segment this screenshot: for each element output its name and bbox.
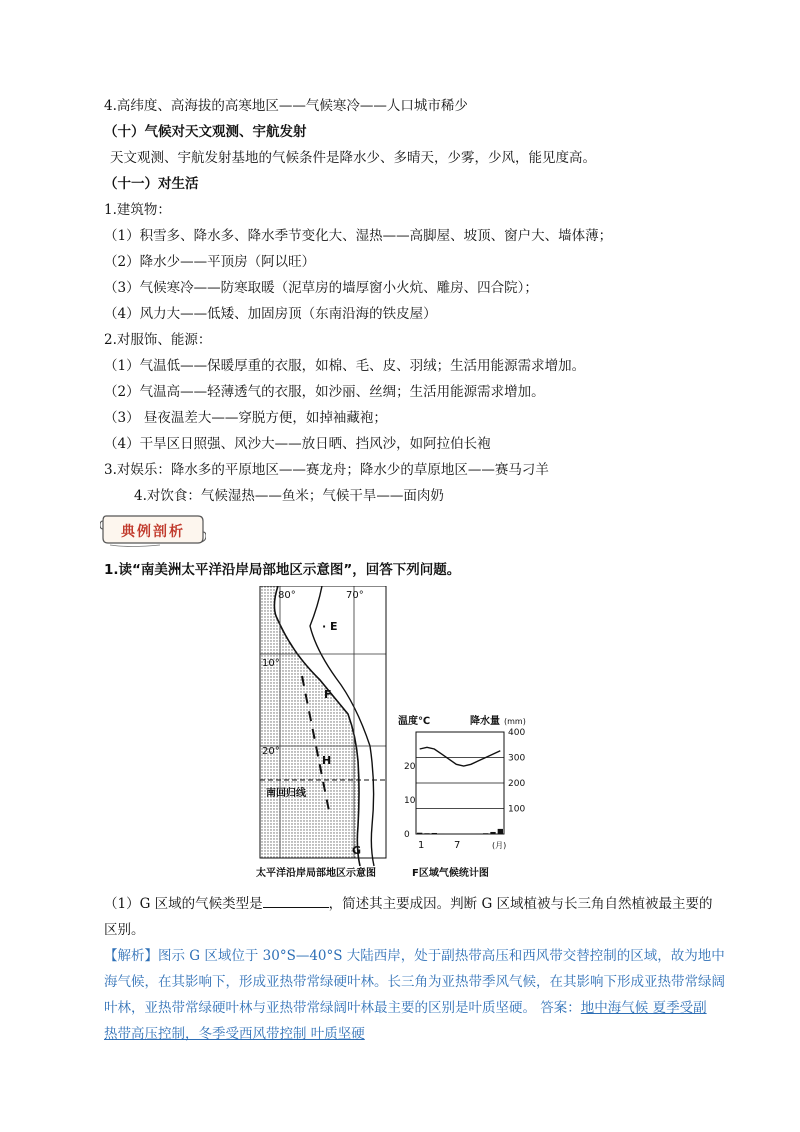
y-left-tick: 20 — [404, 762, 416, 772]
text-line: 天文观测、宇航发射基地的气候条件是降水少、多晴天，少雾，少风，能见度高。 — [110, 150, 596, 166]
y-right-tick: 300 — [508, 753, 526, 764]
answer-text: 地中海气候 夏季受副 — [580, 1000, 707, 1016]
precipitation-bar — [461, 834, 466, 835]
precipitation-bar — [476, 833, 481, 834]
chart-caption: F区域气候统计图 — [412, 868, 489, 879]
text-line: 2.对服饰、能源： — [104, 332, 212, 348]
label-h: H — [322, 754, 332, 767]
text-line: （1）积雪多、降水多、降水季节变化大、湿热——高脚屋、坡顶、窗户大、墙体薄； — [104, 228, 613, 244]
precipitation-bar — [424, 833, 429, 834]
precipitation-bar — [483, 833, 488, 834]
text-line: 1.建筑物： — [104, 202, 171, 218]
x-unit: (月) — [492, 841, 507, 850]
x-tick-7: 7 — [454, 840, 461, 851]
precipitation-bar — [468, 834, 473, 835]
label-e: · E — [322, 620, 338, 633]
example-analysis-badge — [100, 512, 206, 548]
text-line: 3.对娱乐：降水多的平原地区——赛龙舟；降水少的草原地区——赛马刁羊 — [104, 462, 549, 478]
lon-80-label: 80° — [278, 590, 296, 601]
text-line: （4）风力大——低矮、加固房顶（东南沿海的铁皮屋） — [104, 306, 437, 322]
analysis-line — [104, 999, 707, 1017]
question-1-line: 区别。 — [104, 922, 145, 938]
text-line: 4.高纬度、高海拔的高寒地区——气候寒冷——人口城市稀少 — [104, 98, 468, 114]
label-f: F — [324, 688, 332, 701]
text-line: （1）气温低——保暖厚重的衣服，如棉、毛、皮、羽绒；生活用能源需求增加。 — [104, 358, 586, 374]
badge-label: 典例剖析 — [121, 524, 185, 540]
question-text: ，简述其主要成因。判断 G 区域植被与长三角自然植被最主要的 — [328, 896, 713, 912]
text-line: 4.对饮食：气候湿热——鱼米；气候干旱——面肉奶 — [134, 488, 444, 504]
precipitation-bar — [439, 833, 444, 834]
section-heading-10: （十）气候对天文观测、宇航发射 — [104, 124, 307, 140]
text-line: （3） 昼夜温差大——穿脱方便，如掉袖藏袍； — [104, 410, 387, 426]
y-left-tick: 10 — [404, 796, 416, 806]
y-right-label: 降水量 — [470, 716, 500, 727]
question-title: 1.读“南美洲太平洋沿岸局部地区示意图”，回答下列问题。 — [104, 562, 461, 578]
coast-map — [258, 586, 388, 876]
analysis-text: 叶林，亚热带常绿硬叶林与亚热带常绿阔叶林最主要的区别是叶质坚硬。 答案： — [104, 1000, 581, 1016]
answer-text: 热带高压控制，冬季受西风带控制 叶质坚硬 — [104, 1026, 365, 1042]
precipitation-bar — [432, 833, 437, 834]
analysis-line: 海气候，在其影响下，形成亚热带常绿硬叶林。长三角为亚热带季风气候，在其影响下形成亚热带常绿阔 — [104, 974, 725, 990]
y-right-unit: (mm) — [504, 717, 526, 726]
lat-10-label: 10° — [262, 658, 280, 669]
precipitation-bar — [498, 829, 503, 834]
question-1-line — [104, 895, 713, 913]
answer-blank[interactable] — [263, 895, 329, 908]
y-right-tick: 100 — [508, 804, 526, 815]
lon-70-label: 70° — [346, 590, 364, 601]
y-left-tick: 0 — [404, 830, 410, 840]
text-line: （4）干旱区日照强、风沙大——放日晒、挡风沙，如阿拉伯长袍 — [104, 436, 491, 452]
x-tick-1: 1 — [418, 840, 425, 851]
precipitation-bar — [417, 833, 422, 834]
label-g: G — [352, 844, 362, 857]
precipitation-bar — [490, 832, 495, 834]
lat-20-label: 20° — [262, 746, 280, 757]
y-right-tick: 200 — [508, 779, 526, 789]
climate-chart — [396, 710, 536, 860]
precipitation-bar — [454, 834, 459, 835]
y-right-tick: 400 — [508, 728, 526, 738]
text-line: （2）降水少——平顶房（阿以旺） — [104, 254, 316, 270]
tropic-label: 南回归线 — [266, 788, 306, 799]
section-heading-11: （十一）对生活 — [104, 176, 199, 192]
y-left-label: 温度℃ — [398, 716, 431, 727]
analysis-line: 【解析】图示 G 区域位于 30°S—40°S 大陆西岸，处于副热带高压和西风带交替控制的区域，故为地中 — [104, 948, 725, 964]
map-caption: 太平洋沿岸局部地区示意图 — [256, 868, 376, 879]
text-line: （2）气温高——轻薄透气的衣服，如沙丽、丝绸；生活用能源需求增加。 — [104, 384, 545, 400]
temperature-series-line — [420, 747, 501, 766]
precipitation-bar — [446, 834, 451, 835]
text-line: （3）气候寒冷——防寒取暖（泥草房的墙厚窗小火炕、雕房、四合院）； — [104, 280, 538, 296]
question-text: （1）G 区域的气候类型是 — [104, 896, 263, 912]
